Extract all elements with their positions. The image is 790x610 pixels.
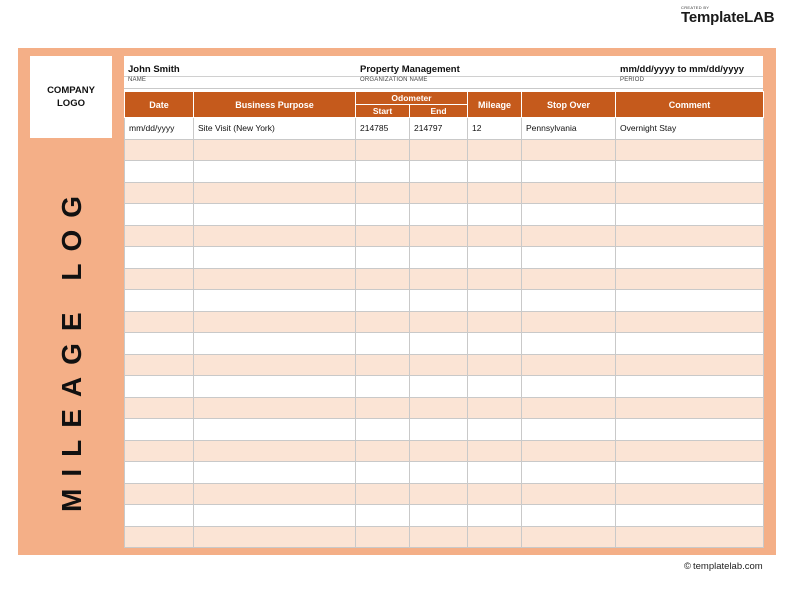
table-row [125,311,764,333]
comment-cell[interactable] [616,419,764,441]
comment-cell[interactable] [616,204,764,226]
odometer-start-cell[interactable] [356,247,410,269]
business-purpose-cell[interactable] [194,526,356,548]
business-purpose-cell[interactable] [194,139,356,161]
period-field[interactable] [616,56,763,89]
stop-over-cell[interactable] [522,247,616,269]
table-row [125,182,764,204]
odometer-end-cell[interactable] [410,161,468,183]
table-row [125,462,764,484]
date-cell[interactable] [125,526,194,548]
odometer-end-cell[interactable] [410,505,468,527]
stop-over-cell[interactable] [522,397,616,419]
comment-cell[interactable] [616,161,764,183]
business-purpose-cell[interactable] [194,290,356,312]
table-row [125,419,764,441]
header-mileage: Mileage [468,92,522,118]
date-cell[interactable] [125,354,194,376]
odometer-end-cell[interactable] [410,354,468,376]
odometer-start-cell[interactable] [356,440,410,462]
header-odometer-start: Start [356,105,410,118]
odometer-end-cell[interactable] [410,204,468,226]
mileage-log-title: MILEAGE LOG [56,184,87,512]
header-odometer-end: End [410,105,468,118]
comment-cell[interactable] [616,268,764,290]
odometer-end-cell[interactable] [410,483,468,505]
date-cell[interactable] [125,204,194,226]
odometer-start-cell[interactable] [356,268,410,290]
odometer-end-cell[interactable] [410,225,468,247]
mileage-cell[interactable] [468,161,522,183]
date-cell[interactable] [125,247,194,269]
odometer-start-cell[interactable] [356,376,410,398]
mileage-cell[interactable] [468,204,522,226]
odometer-start-cell[interactable] [356,182,410,204]
table-row [125,247,764,269]
business-purpose-cell[interactable] [194,419,356,441]
date-cell[interactable] [125,505,194,527]
brand-logo-text: TemplateLAB [681,9,775,26]
comment-cell[interactable] [616,397,764,419]
mileage-cell[interactable] [468,247,522,269]
organization-value: Property Management [360,64,460,75]
comment-cell[interactable] [616,290,764,312]
business-purpose-cell[interactable] [194,397,356,419]
business-purpose-cell[interactable] [194,333,356,355]
business-purpose-cell[interactable] [194,376,356,398]
comment-cell[interactable] [616,247,764,269]
odometer-start-cell[interactable] [356,354,410,376]
date-cell[interactable]: mm/dd/yyyy [125,118,194,140]
table-row [125,139,764,161]
period-value: mm/dd/yyyy to mm/dd/yyyy [620,64,745,75]
date-cell[interactable] [125,139,194,161]
odometer-end-cell[interactable] [410,311,468,333]
odometer-start-cell[interactable] [356,483,410,505]
business-purpose-cell[interactable] [194,268,356,290]
stop-over-cell[interactable]: Pennsylvania [522,118,616,140]
table-row [125,290,764,312]
period-label: PERIOD [620,77,645,83]
log-body [125,118,764,548]
odometer-start-cell[interactable] [356,505,410,527]
odometer-end-cell[interactable] [410,139,468,161]
date-cell[interactable] [125,290,194,312]
mileage-cell[interactable]: 12 [468,118,522,140]
table-row [125,204,764,226]
organization-field[interactable] [356,56,616,89]
odometer-start-cell[interactable] [356,397,410,419]
stop-over-cell[interactable] [522,182,616,204]
odometer-end-cell[interactable]: 214797 [410,118,468,140]
comment-cell[interactable] [616,182,764,204]
mileage-cell[interactable] [468,440,522,462]
business-purpose-cell[interactable]: Site Visit (New York) [194,118,356,140]
footer-credit [684,561,763,572]
date-cell[interactable] [125,333,194,355]
comment-cell[interactable]: Overnight Stay [616,118,764,140]
stop-over-cell[interactable] [522,505,616,527]
mileage-cell[interactable] [468,354,522,376]
business-purpose-cell[interactable] [194,247,356,269]
stop-over-cell[interactable] [522,419,616,441]
business-purpose-cell[interactable] [194,161,356,183]
business-purpose-cell[interactable] [194,462,356,484]
business-purpose-cell[interactable] [194,182,356,204]
odometer-end-cell[interactable] [410,333,468,355]
odometer-start-cell[interactable] [356,333,410,355]
comment-cell[interactable] [616,333,764,355]
odometer-start-cell[interactable] [356,419,410,441]
business-purpose-cell[interactable] [194,354,356,376]
mileage-cell[interactable] [468,225,522,247]
mileage-cell[interactable] [468,268,522,290]
comment-cell[interactable] [616,354,764,376]
mileage-cell[interactable] [468,505,522,527]
mileage-cell[interactable] [468,397,522,419]
table-row [125,440,764,462]
mileage-cell[interactable] [468,462,522,484]
date-cell[interactable] [125,462,194,484]
name-label: NAME [128,77,147,83]
table-row [125,333,764,355]
stop-over-cell[interactable] [522,333,616,355]
copyright-symbol: © [684,561,691,572]
stop-over-cell[interactable] [522,462,616,484]
table-row [125,397,764,419]
mileage-cell[interactable] [468,376,522,398]
odometer-end-cell[interactable] [410,182,468,204]
comment-cell[interactable] [616,462,764,484]
business-purpose-cell[interactable] [194,440,356,462]
name-divider [124,76,356,77]
odometer-start-cell[interactable] [356,204,410,226]
stop-over-cell[interactable] [522,204,616,226]
stop-over-cell[interactable] [522,268,616,290]
header-odometer: Odometer [356,92,468,105]
comment-cell[interactable] [616,440,764,462]
odometer-start-cell[interactable] [356,462,410,484]
mileage-cell[interactable] [468,182,522,204]
date-cell[interactable] [125,268,194,290]
header-business-purpose: Business Purpose [194,92,356,118]
organization-label: ORGANIZATION NAME [360,77,428,83]
odometer-end-cell[interactable] [410,419,468,441]
date-cell[interactable] [125,161,194,183]
odometer-end-cell[interactable] [410,376,468,398]
stop-over-cell[interactable] [522,376,616,398]
comment-cell[interactable] [616,376,764,398]
header-stop-over: Stop Over [522,92,616,118]
stop-over-cell[interactable] [522,161,616,183]
table-row [125,376,764,398]
comment-cell[interactable] [616,225,764,247]
odometer-start-cell[interactable] [356,311,410,333]
odometer-end-cell[interactable] [410,526,468,548]
table-row [125,526,764,548]
business-purpose-cell[interactable] [194,225,356,247]
name-field[interactable] [124,56,356,89]
mileage-cell[interactable] [468,483,522,505]
date-cell[interactable] [125,440,194,462]
comment-cell[interactable] [616,311,764,333]
table-row [125,354,764,376]
date-cell[interactable] [125,397,194,419]
odometer-start-cell[interactable] [356,290,410,312]
odometer-end-cell[interactable] [410,268,468,290]
odometer-start-cell[interactable] [356,161,410,183]
comment-cell[interactable] [616,139,764,161]
odometer-end-cell[interactable] [410,462,468,484]
mileage-cell[interactable] [468,526,522,548]
date-cell[interactable] [125,376,194,398]
date-cell[interactable] [125,225,194,247]
odometer-end-cell[interactable] [410,397,468,419]
mileage-cell[interactable] [468,311,522,333]
business-purpose-cell[interactable] [194,311,356,333]
business-purpose-cell[interactable] [194,204,356,226]
header-date: Date [125,92,194,118]
date-cell[interactable] [125,311,194,333]
odometer-start-cell[interactable] [356,225,410,247]
date-cell[interactable] [125,483,194,505]
brand-tagline: CREATED BY [681,5,710,10]
mileage-cell[interactable] [468,419,522,441]
business-purpose-cell[interactable] [194,483,356,505]
mileage-cell[interactable] [468,139,522,161]
stop-over-cell[interactable] [522,311,616,333]
odometer-start-cell[interactable]: 214785 [356,118,410,140]
stop-over-cell[interactable] [522,290,616,312]
odometer-end-cell[interactable] [410,247,468,269]
stop-over-cell[interactable] [522,225,616,247]
stop-over-cell[interactable] [522,440,616,462]
log-sheet [124,56,763,547]
comment-cell[interactable] [616,505,764,527]
side-title-container [56,184,87,512]
stop-over-cell[interactable] [522,354,616,376]
table-row [125,505,764,527]
info-header [124,56,763,91]
stop-over-cell[interactable] [522,483,616,505]
footer-link[interactable]: templatelab.com [693,561,763,572]
business-purpose-cell[interactable] [194,505,356,527]
date-cell[interactable] [125,419,194,441]
table-row [125,268,764,290]
odometer-end-cell[interactable] [410,440,468,462]
odometer-end-cell[interactable] [410,290,468,312]
table-row [125,225,764,247]
comment-cell[interactable] [616,526,764,548]
templatelab-brand [681,5,786,29]
mileage-cell[interactable] [468,333,522,355]
mileage-table [124,91,764,548]
company-logo-placeholder: COMPANY LOGO [30,56,112,138]
stop-over-cell[interactable] [522,526,616,548]
header-comment: Comment [616,92,764,118]
table-row [125,161,764,183]
table-row [125,483,764,505]
name-value: John Smith [128,64,180,75]
mileage-cell[interactable] [468,290,522,312]
odometer-start-cell[interactable] [356,526,410,548]
comment-cell[interactable] [616,483,764,505]
odometer-start-cell[interactable] [356,139,410,161]
date-cell[interactable] [125,182,194,204]
stop-over-cell[interactable] [522,139,616,161]
table-row [125,118,764,140]
